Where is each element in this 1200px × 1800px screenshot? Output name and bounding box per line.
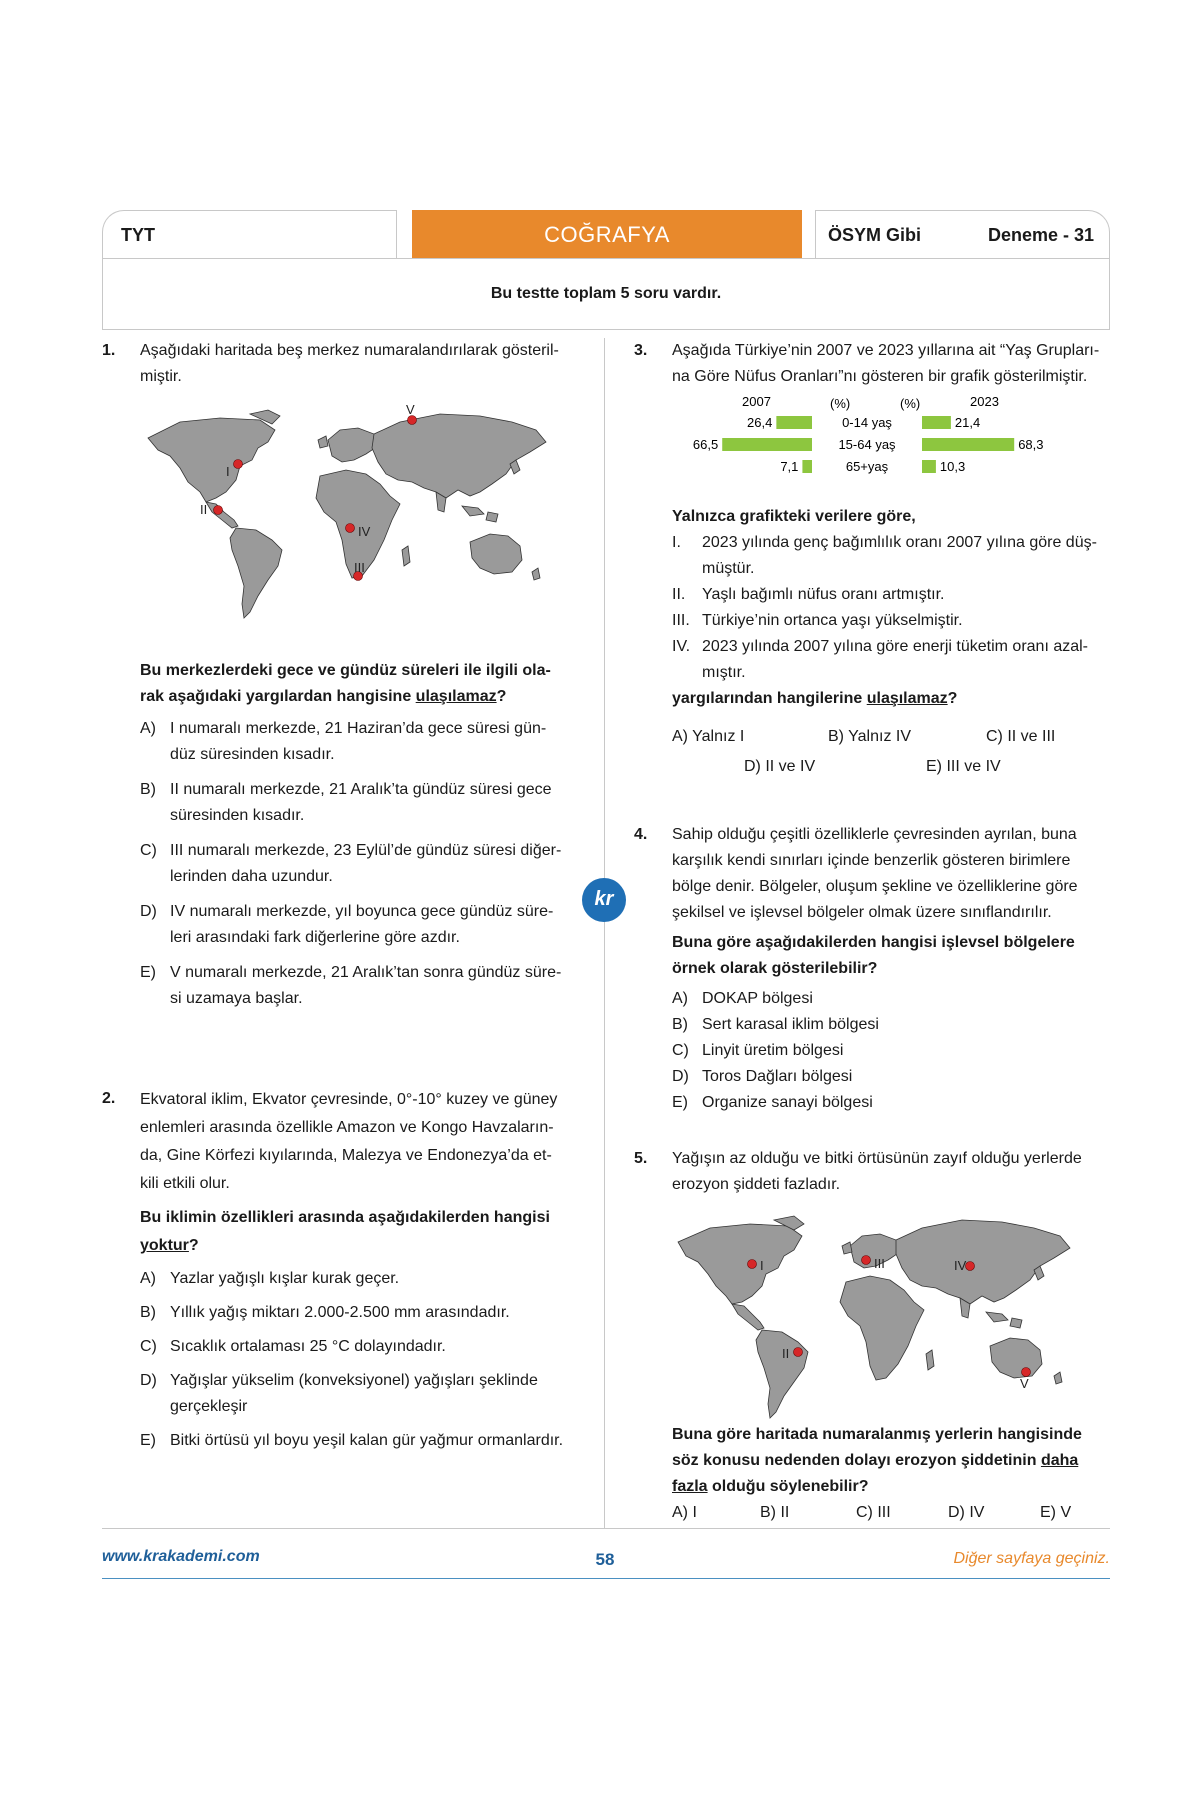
- q5-map-point-iii: [862, 1256, 871, 1265]
- q2-question: [140, 1204, 580, 1260]
- category-label: 15-64 yaş: [838, 437, 896, 452]
- q2-stem-line: Ekvatoral iklim, Ekvator çevresinde, 0°-10° kuzey ve güney: [140, 1091, 558, 1108]
- q3-statement-iv: [672, 634, 1112, 686]
- q5-question-line: olduğu söylenebilir?: [707, 1478, 869, 1495]
- q1-stem-line: miştir.: [140, 368, 182, 385]
- option-letter: C): [140, 1338, 157, 1355]
- q2-question-mark: ?: [188, 1237, 199, 1254]
- chart-bars: [693, 415, 1044, 474]
- footer-website-link[interactable]: www.krakademi.com: [102, 1548, 260, 1565]
- q2-option-a[interactable]: [140, 1266, 580, 1292]
- q1-map-point-i: [234, 460, 243, 469]
- q5-stem: [672, 1146, 1112, 1198]
- option-text: lerinden daha uzundur.: [170, 868, 333, 885]
- statement-text: Türkiye’nin ortanca yaşı yükselmiştir.: [702, 612, 963, 629]
- q3-statement-ii: [672, 582, 1112, 608]
- q5-question-emphasis: fazla: [672, 1478, 708, 1495]
- q2-option-c[interactable]: [140, 1334, 580, 1360]
- q5-map-point-ii: [794, 1348, 803, 1357]
- q4-options: [672, 986, 1112, 1116]
- option-letter: C): [140, 842, 157, 859]
- q4-option-b[interactable]: [672, 1012, 1112, 1038]
- q1-stem: [140, 338, 580, 390]
- chart-year-right: 2023: [970, 394, 999, 409]
- q3-stem-line: Aşağıda Türkiye’nin 2007 ve 2023 yıllarına ait “Yaş Grupları-: [672, 342, 1100, 359]
- q1-options: [140, 716, 580, 1021]
- q1-question-emphasis: ulaşılamaz: [415, 688, 497, 705]
- option-text: IV numaralı merkezde, yıl boyunca gece gündüz süre-: [170, 903, 554, 920]
- option-letter: E): [672, 1094, 688, 1111]
- info-box: [102, 258, 1110, 330]
- bar-2007-2: [802, 460, 812, 473]
- option-text: süresinden kısadır.: [170, 807, 305, 824]
- q5-question-line: Buna göre haritada numaralanmış yerlerin hangisinde: [672, 1426, 1082, 1443]
- q1-map-label: IV: [358, 524, 371, 539]
- option-text: Sıcaklık ortalaması 25 °C dolayındadır.: [170, 1338, 446, 1355]
- q3-question-end: yargılarından hangilerine: [672, 690, 867, 707]
- option-text: gerçekleşir: [170, 1398, 248, 1415]
- option-letter: E): [140, 1432, 156, 1449]
- q4-question: [672, 930, 1112, 982]
- q1-question-line: Bu merkezlerdeki gece ve gündüz süreleri ile ilgili ola-: [140, 662, 551, 679]
- q1-map-point-ii: [214, 506, 223, 515]
- q3-stem: [672, 338, 1112, 390]
- q3-option-e[interactable]: E) III ve IV: [926, 758, 1001, 775]
- chart-unit-left: (%): [830, 396, 851, 411]
- value-label-2023: 21,4: [954, 415, 981, 430]
- option-text: Yağışlar yükselim (konveksiyonel) yağışları şeklinde: [170, 1372, 538, 1389]
- option-text: II numaralı merkezde, 21 Aralık’ta gündüz süresi gece: [170, 781, 552, 798]
- footer-bottom-line: [102, 1578, 1110, 1579]
- q2-stem-line: da, Gine Körfezi kıyılarında, Malezya ve Endonezya’da et-: [140, 1147, 552, 1164]
- q4-stem-line: Sahip olduğu çeşitli özelliklerle çevresinden ayrılan, buna: [672, 826, 1077, 843]
- q5-stem-line: erozyon şiddeti fazladır.: [672, 1176, 841, 1193]
- q4-option-c[interactable]: [672, 1038, 1112, 1064]
- q3-option-b[interactable]: B) Yalnız IV: [828, 728, 911, 745]
- q1-option-b[interactable]: [140, 777, 580, 829]
- chart-unit-right: (%): [900, 396, 921, 411]
- q4-number: 4.: [634, 826, 648, 843]
- q5-option-a[interactable]: A) I: [672, 1504, 697, 1521]
- option-text: si uzamaya başlar.: [170, 990, 303, 1007]
- q1-question-line: rak aşağıdaki yargılardan hangisine: [140, 688, 416, 705]
- q5-map-label: V: [1020, 1376, 1029, 1391]
- option-text: leri arasındaki fark diğerlerine göre azdır.: [170, 929, 460, 946]
- option-text: Bitki örtüsü yıl boyu yeşil kalan gür yağmur ormanlardır.: [170, 1432, 564, 1449]
- option-letter: D): [140, 1372, 157, 1389]
- q5-map-point-iv: [966, 1262, 975, 1271]
- category-label: 0-14 yaş: [842, 415, 892, 430]
- value-label-2007: 26,4: [747, 415, 773, 430]
- q2-option-b[interactable]: [140, 1300, 580, 1326]
- q2-number: 2.: [102, 1090, 116, 1107]
- q5-option-e[interactable]: E) V: [1040, 1504, 1072, 1521]
- option-text: Toros Dağları bölgesi: [702, 1068, 853, 1085]
- column-divider: [604, 338, 605, 1528]
- q5-options: [672, 1500, 1112, 1526]
- option-letter: C): [672, 1042, 689, 1059]
- publisher-logo: kr: [582, 878, 626, 922]
- q4-question-line: Buna göre aşağıdakilerden hangisi işlevsel bölgelere: [672, 934, 1075, 951]
- option-letter: D): [672, 1068, 689, 1085]
- statement-number: II.: [672, 586, 686, 603]
- option-text: V numaralı merkezde, 21 Aralık’tan sonra gündüz süre-: [170, 964, 562, 981]
- value-label-2023: 10,3: [939, 459, 966, 474]
- q1-question-mark: ?: [496, 688, 507, 705]
- q2-options: [140, 1266, 580, 1462]
- q3-option-c[interactable]: C) II ve III: [986, 728, 1056, 745]
- option-text: Organize sanayi bölgesi: [702, 1094, 873, 1111]
- q1-map-point-iv: [346, 524, 355, 533]
- q5-map-label: II: [782, 1346, 790, 1361]
- q2-option-d[interactable]: [140, 1368, 580, 1420]
- option-text: Yıllık yağış miktarı 2.000-2.500 mm arasındadır.: [170, 1304, 510, 1321]
- q4-question-line: örnek olarak gösterilebilir?: [672, 960, 878, 977]
- value-label-2007: 7,1: [780, 459, 799, 474]
- q3-statement-iii: [672, 608, 1112, 634]
- option-letter: A): [672, 990, 688, 1007]
- q5-stem-line: Yağışın az olduğu ve bitki örtüsünün zayıf olduğu yerlerde: [672, 1150, 1082, 1167]
- subject-banner: [412, 210, 802, 258]
- value-label-2023: 68,3: [1018, 437, 1044, 452]
- option-text: Sert karasal iklim bölgesi: [702, 1016, 879, 1033]
- option-letter: B): [140, 1304, 156, 1321]
- q4-stem-line: bölge denir. Bölgeler, oluşum şekline ve özelliklerine göre: [672, 878, 1078, 895]
- statement-text: mıştır.: [702, 664, 746, 681]
- q4-option-d[interactable]: [672, 1064, 1112, 1090]
- statement-text: müştür.: [702, 560, 755, 577]
- bar-2007-0: [776, 416, 812, 429]
- q2-stem-line: enlemleri arasında özellikle Amazon ve Kongo Havzaların-: [140, 1119, 554, 1136]
- q5-option-b[interactable]: B) II: [760, 1504, 790, 1521]
- q2-question-emphasis: yoktur: [140, 1237, 189, 1254]
- q5-map-label: III: [874, 1256, 885, 1271]
- q1-stem-line: Aşağıdaki haritada beş merkez numaralandırılarak gösteril-: [140, 342, 559, 359]
- q1-map-label: V: [406, 402, 415, 417]
- q3-question: [672, 504, 1112, 530]
- q3-number: 3.: [634, 342, 648, 359]
- bar-2023-1: [922, 438, 1014, 451]
- option-text: DOKAP bölgesi: [702, 990, 813, 1007]
- q3-statement-i: [672, 530, 1112, 582]
- q1-option-d[interactable]: [140, 899, 580, 951]
- option-text: I numaralı merkezde, 21 Haziran’da gece süresi gün-: [170, 720, 547, 737]
- option-text: Yazlar yağışlı kışlar kurak geçer.: [170, 1270, 400, 1287]
- q2-option-e[interactable]: [140, 1428, 580, 1454]
- q1-map-label: III: [354, 560, 365, 575]
- q3-question-mark: ?: [947, 690, 958, 707]
- bar-2023-2: [922, 460, 936, 473]
- option-text: düz süresinden kısadır.: [170, 746, 335, 763]
- test-name: Deneme - 31: [988, 225, 1095, 245]
- q1-world-map: [140, 400, 560, 630]
- value-label-2007: 66,5: [692, 437, 719, 452]
- q1-map-label: I: [226, 464, 230, 479]
- style-label: ÖSYM Gibi: [828, 225, 922, 245]
- q3-stem-line: na Göre Nüfus Oranları”nı gösteren bir grafik gösterilmiştir.: [672, 368, 1088, 385]
- option-letter: B): [140, 781, 156, 798]
- q3-option-a[interactable]: A) Yalnız I: [672, 728, 745, 745]
- q3-option-d[interactable]: D) II ve IV: [744, 758, 816, 775]
- next-page-note: Diğer sayfaya geçiniz.: [953, 1550, 1110, 1567]
- option-letter: A): [140, 1270, 156, 1287]
- q1-option-c[interactable]: [140, 838, 580, 890]
- q5-option-c[interactable]: C) III: [856, 1504, 891, 1521]
- header-left-box: [102, 210, 397, 258]
- q2-stem-line: kili etkili olur.: [140, 1175, 230, 1192]
- q5-world-map: [670, 1212, 1090, 1422]
- option-letter: D): [140, 903, 157, 920]
- option-text: Linyit üretim bölgesi: [702, 1042, 844, 1059]
- q3-statements: [672, 530, 1112, 712]
- statement-text: 2023 yılında genç bağımlılık oranı 2007 yılına göre düş-: [702, 534, 1097, 551]
- statement-number: IV.: [672, 638, 691, 655]
- info-text: Bu testte toplam 5 soru vardır.: [490, 285, 722, 302]
- option-letter: A): [140, 720, 156, 737]
- q1-option-e[interactable]: [140, 960, 580, 1012]
- q2-stem: [140, 1086, 580, 1198]
- q3-question-intro: Yalnızca grafikteki verilere göre,: [672, 508, 916, 525]
- footer-top-line: [102, 1528, 1110, 1529]
- header-right-box: [815, 210, 1110, 258]
- q5-map-point-i: [748, 1260, 757, 1269]
- q5-option-d[interactable]: D) IV: [948, 1504, 985, 1521]
- subject-title: COĞRAFYA: [544, 222, 670, 247]
- q5-question-emphasis: daha: [1040, 1452, 1079, 1469]
- q2-question-line: Bu iklimin özellikleri arasında aşağıdakilerden hangisi: [140, 1209, 550, 1226]
- statement-number: I.: [672, 534, 681, 551]
- statement-text: Yaşlı bağımlı nüfus oranı artmıştır.: [702, 586, 945, 603]
- q4-stem: [672, 822, 1112, 926]
- q5-map-label: I: [760, 1258, 764, 1273]
- bar-2023-0: [922, 416, 951, 429]
- option-letter: B): [672, 1016, 688, 1033]
- q5-question-line: söz konusu nedenden dolayı erozyon şiddetinin: [672, 1452, 1041, 1469]
- q4-option-e[interactable]: [672, 1090, 1112, 1116]
- option-text: III numaralı merkezde, 23 Eylül’de gündüz süresi diğer-: [170, 842, 562, 859]
- population-chart: [660, 390, 1100, 490]
- q3-question-emphasis: ulaşılamaz: [866, 690, 948, 707]
- bar-2007-1: [722, 438, 812, 451]
- q5-map-label: IV: [954, 1258, 967, 1273]
- q5-question: [672, 1422, 1112, 1500]
- q1-option-a[interactable]: [140, 716, 580, 768]
- q1-map-label: II: [200, 502, 208, 517]
- statement-number: III.: [672, 612, 690, 629]
- q5-number: 5.: [634, 1150, 648, 1167]
- category-label: 65+yaş: [845, 459, 889, 474]
- chart-year-left: 2007: [742, 394, 771, 409]
- q1-number: 1.: [102, 342, 116, 359]
- statement-text: 2023 yılında 2007 yılına göre enerji tüketim oranı azal-: [702, 638, 1089, 655]
- q4-stem-line: şekilsel ve işlevsel bölgeler olmak üzere sınıflandırılır.: [672, 904, 1052, 921]
- q1-question: [140, 658, 580, 710]
- exam-label: TYT: [121, 225, 155, 245]
- q4-option-a[interactable]: [672, 986, 1112, 1012]
- option-letter: E): [140, 964, 156, 981]
- page-number: 58: [595, 1550, 615, 1569]
- q4-stem-line: karşılık kendi sınırları içinde benzerlik gösteren birimlere: [672, 852, 1071, 869]
